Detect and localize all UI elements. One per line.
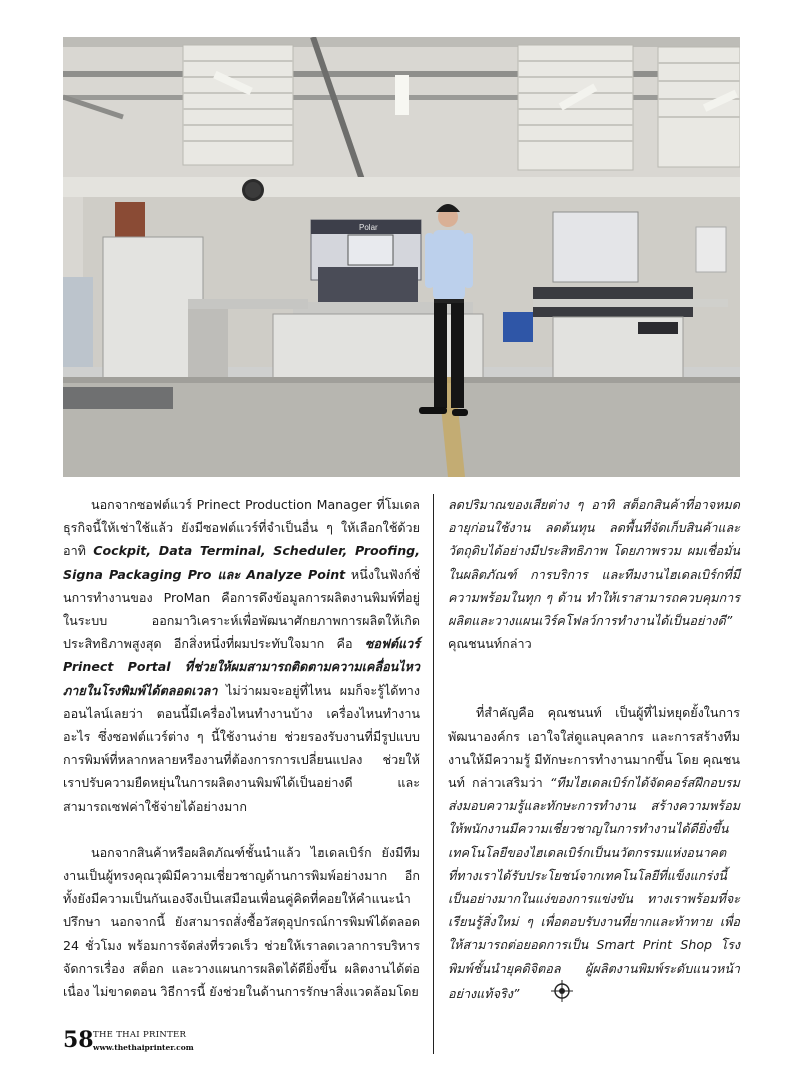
article-photo	[63, 37, 740, 477]
machine-logo: Polar	[359, 223, 378, 232]
right-p2-quote: “ทีมไฮเดลเบิร์กได้จัดคอร์สฝึกอบรมส่งมอบความรู้และทักษะการทำงาน สร้างความพร้อมให้พนักงานมีความเชี่ยวชาญในการทำงานได้ดียิ่งขึ้น เทคโนโลยีของไฮเดลเบิร์กเป็นนวัตกรรมแห่งอนาคต ที่ทางเราได้รับประโยชน์จากเทคโนโลยีที่แข็งแกร่งนี้ เป็นอย่างมากในแง่ของการแข่งขัน ทางเราพร้อมที่จะเรียนรู้สิ่งใหม่ ๆ เพื่อตอบรับงานที่ยากและท้าทาย เพื่อให้สามารถต่อยอดการเป็น Smart Print Shop โรงพิมพ์ชั้นนำยุคดิจิตอล ผู้ผลิตงานพิมพ์ระดับแนวหน้าอย่างแท้จริง”	[448, 775, 740, 1001]
right-paragraph-1	[448, 493, 740, 632]
article-left-column	[63, 493, 420, 1003]
right-p2-text: ที่สำคัญคือ คุณชนนท์ เป็นผู้ที่ไม่หยุดยั้งในการพัฒนาองค์กร เอาใจใส่ดูแลบุคลากร และการสร้างทีมงานให้มีความรู้ มีทักษะการทำงานมากขึ้น โดย คุณชนนท์ กล่าวเสริมว่า	[448, 705, 740, 791]
right-paragraph-2	[448, 701, 740, 1009]
left-paragraph-2: นอกจากสินค้าหรือผลิตภัณฑ์ชั้นนำแล้ว ไฮเดลเบิร์ก ยังมีทีมงานเป็นผู้ทรงคุณวุฒิมีความเชี่ยวชาญด้านการพิมพ์อย่างมาก อีกทั้งยังมีความเป็นกันเองจึงเป็นเสมือนเพื่อนคู่คิดที่คอยให้คำแนะนำปรึกษา นอกจากนี้ ยังสามารถสั่งซื้อวัสดุอุปกรณ์การพิมพ์ได้ตลอด 24 ชั่วโมง พร้อมการจัดส่งที่รวดเร็ว ช่วยให้เราลดเวลาการบริหารจัดการเรื่อง สต็อก และวางแผนการผลิตได้ดียิ่งขึ้น ผลิตงานได้ต่อเนื่อง ไม่ขาดตอน วิธีการนี้ ยังช่วยในด้านการรักษาสิ่งแวดล้อมโดย	[63, 844, 420, 1000]
right-p1-quote: ลดปริมาณของเสียต่าง ๆ อาทิ สต็อกสินค้าที่อาจหมดอายุก่อนใช้งาน ลดต้นทุน ลดพื้นที่จัดเก็บสินค้าและวัตถุดิบได้อย่างมีประสิทธิภาพ โดยภาพรวม ผมเชื่อมั่นในผลิตภัณฑ์ การบริการ และทีมงานไฮเดลเบิร์กที่มีความพร้อมในทุก ๆ ด้าน ทำให้เราสามารถควบคุมการผลิตและวางแผนเวิร์คโฟลว์การทำงานได้เป็นอย่างดี”	[448, 497, 740, 629]
left-p1-portal-highlight: ซอฟต์แวร์ Prinect Portal ที่ช่วยให้ผมสามารถติดตามความเคลื่อนไหวภายในโรงพิมพ์ได้ตลอดเวลา	[63, 636, 420, 698]
left-paragraph-1	[63, 493, 420, 818]
left-p1-software-list: Cockpit, Data Terminal, Scheduler, Proofing, Signa Packaging Pro และ Analyze Point	[63, 543, 420, 582]
left-p1-text-1: นอกจากซอฟต์แวร์ Prinect Production Manager ที่โมเดลธุรกิจนี้ให้เช่าใช้แล้ว ยังมีซอฟต์แวร์ที่จำเป็นอื่น ๆ ให้เลือกใช้ด้วย อาทิ	[63, 497, 420, 559]
left-p1-text-2: หนึ่งในฟังก์ชั่นการทำงานของ ProMan คือการดึงข้อมูลการผลิตงานพิมพ์ที่อยู่ในระบบ ออกมาวิเคราะห์เพื่อพัฒนาศักยภาพการผลิตให้เกิดประสิทธิภาพสูงสุด อีกสิ่งหนึ่งที่ผมประทับใจมาก คือ	[63, 566, 420, 652]
magazine-url: www.thethaiprinter.com	[93, 1043, 194, 1052]
left-p1-text-3: ไม่ว่าผมจะอยู่ที่ไหน ผมก็จะรู้ได้ทางออนไลน์เลยว่า ตอนนี้มีเครื่องไหนทำงานบ้าง เครื่องไหนทำงานอะไร ซึ่งซอฟต์แวร์ต่าง ๆ นี้ใช้งานง่าย ช่วยรองรับงานที่มีรูปแบบการพิมพ์ที่หลากหลายหรืองานที่ต้องการการเปลี่ยนแปลง ช่วยให้เราปรับความยืดหยุ่นในการผลิตงานพิมพ์ได้เป็นอย่างดี และสามารถเซฟค่าใช้จ่ายได้อย่างมาก	[63, 682, 420, 814]
column-divider	[433, 494, 434, 1054]
factory-photo-illustration	[63, 37, 740, 477]
right-p1-attribution: คุณชนนท์กล่าว	[448, 636, 532, 652]
end-mark-icon	[523, 980, 573, 1009]
magazine-name: THE THAI PRINTER	[93, 1030, 187, 1040]
article-right-column	[448, 493, 740, 1009]
page-number: 58	[63, 1027, 94, 1053]
